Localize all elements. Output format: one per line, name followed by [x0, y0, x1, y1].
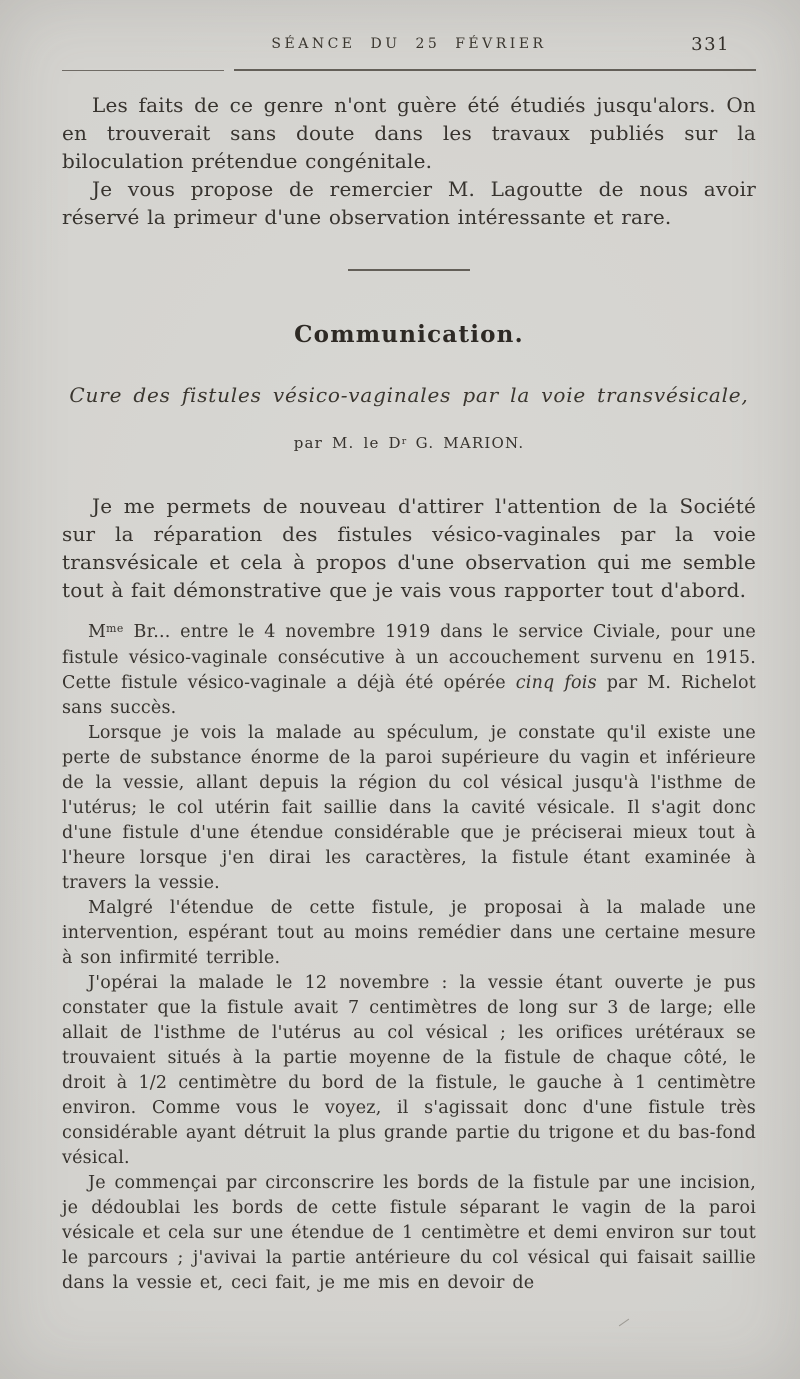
- byline-author: G. MARION.: [406, 434, 525, 452]
- case-paragraph-3: Malgré l'étendue de cette fistule, je proposai à la malade une intervention, espérant tout au moins remédier dans une certaine mesure à son infirmité terrible.: [62, 898, 756, 968]
- case-paragraph-4: J'opérai la malade le 12 novembre : la vessie étant ouverte je pus constater que la fistule avait 7 centimètres de long sur 3 de large; elle allait de l'isthme de l'utérus au col vésical ; les orifices urétéraux se trouvaient situés à la partie moyenne de la fistule de chaque côté, le droit à 1/2 centimètre du bord de la fistule, le gauche à 1 centimètre environ. Comme vous le voyez, il s'agissait donc d'une fistule très considérable ayant détruit la plus grande partie du trigone et du bas-fond vésical.: [62, 973, 756, 1168]
- case-paragraph-1: [62, 620, 756, 721]
- header-rule-right-segment: [234, 69, 756, 71]
- intro-paragraph-1: Les faits de ce genre n'ont guère été étudiés jusqu'alors. On en trouverait sans doute dans les travaux publiés sur la biloculation prétendue congénitale.: [62, 93, 756, 173]
- scan-artifact-mark: [619, 1319, 629, 1327]
- byline-prefix: par M. le D: [293, 434, 402, 452]
- page-number: 331: [691, 34, 730, 55]
- byline: [62, 433, 756, 456]
- case-p1-end: par M. Richelot sans succès.: [62, 673, 757, 718]
- case-p1-middle: Br... entre le 4 novembre 1919 dans le service Civiale, pour une fistule vésico-vaginale consécutive à un accouchement survenu en 1915. Cette fistule vésico-vaginale a déjà été opérée: [62, 622, 756, 693]
- header-rule: [62, 69, 756, 71]
- case-paragraph-5: Je commençai par circonscrire les bords de la fistule par une incision, je dédoublai les bords de cette fistule séparant le vagin de la paroi vésicale et cela sur une étendue de 1 centimètre et demi environ sur tout le parcours ; j'avivai la partie antérieure du col vésical qui faisait saillie dans la vessie et, ceci fait, je me mis en devoir de: [62, 1173, 756, 1293]
- communication-heading: Communication.: [294, 321, 524, 348]
- byline-superscript: r: [401, 435, 407, 447]
- running-header-title: SÉANCE DU 25 FÉVRIER: [271, 36, 547, 52]
- intro-paragraph-2: Je vous propose de remercier M. Lagoutte de nous avoir réservé la primeur d'une observation intéressante et rare.: [62, 177, 756, 229]
- case-p1-superscript: me: [106, 622, 124, 636]
- section-divider-rule: [348, 269, 470, 271]
- lead-paragraph: Je me permets de nouveau d'attirer l'attention de la Société sur la réparation des fistules vésico-vaginales par la voie transvésicale et cela à propos d'une observation qui me semble tout à fait démonstrative que je vais vous rapporter tout d'abord.: [62, 494, 756, 602]
- communication-title: Cure des fistules vésico-vaginales par la voie transvésicale,: [69, 383, 749, 407]
- case-p1-italic: cinq fois: [515, 673, 597, 693]
- page-content: [62, 36, 756, 1296]
- header-rule-left-segment: [62, 70, 224, 71]
- running-header: [62, 36, 756, 58]
- case-p1-start: M: [88, 622, 107, 642]
- case-report: [62, 620, 756, 1296]
- case-paragraph-2: Lorsque je vois la malade au spéculum, je constate qu'il existe une perte de substance énorme de la paroi supérieure du vagin et inférieure de la vessie, allant depuis la région du col vésical jusqu'à l'isthme de l'utérus; le col utérin fait saillie dans la cavité vésicale. Il s'agit donc d'une fistule d'une étendue considérable que je préciserai mieux tout à l'heure lorsque j'en dirai les caractères, la fistule étant examinée à travers la vessie.: [62, 723, 756, 893]
